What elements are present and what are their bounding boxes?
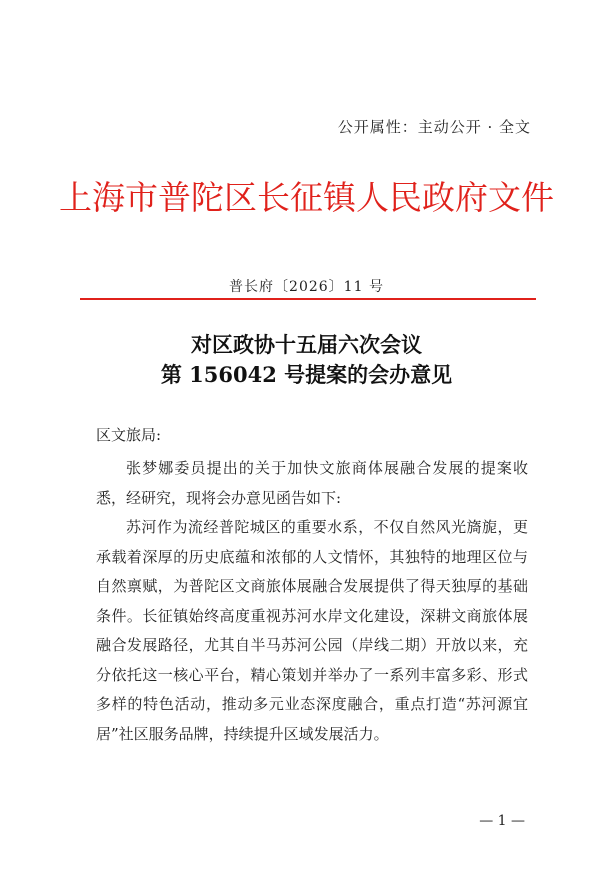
body-text xyxy=(96,454,528,749)
paragraph-2: 苏河作为流经普陀城区的重要水系，不仅自然风光旖旎，更承载着深厚的历史底蕴和浓郁的人文情怀，其独特的地理区位与自然禀赋，为普陀区文商旅体展融合发展提供了得天独厚的基础条件。长征镇始终高度重视苏河水岸文化建设，深耕文商旅体展融合发展路径，尤其自半马苏河公园（岸线二期）开放以来，充分依托这一核心平台，精心策划并举办了一系列丰富多彩、形式多样的特色活动，推动多元业态深度融合，重点打造“苏河源宜居”社区服务品牌，持续提升区域发展活力。 xyxy=(96,518,528,743)
red-separator-line xyxy=(80,298,536,300)
salutation: 区文旅局: xyxy=(96,426,162,444)
document-number: 普长府〔2026〕11 号 xyxy=(229,279,384,295)
issuer-heading: 上海市普陀区长征镇人民政府文件 xyxy=(59,178,554,217)
disclosure-attribute: 公开属性：主动公开 · 全文 xyxy=(337,118,531,136)
title-line-1: 对区政协十五届六次会议 xyxy=(191,332,422,357)
paragraph-1: 张梦娜委员提出的关于加快文旅商体展融合发展的提案收悉，经研究，现将会办意见函告如下: xyxy=(96,459,528,507)
page-number: — 1 — xyxy=(479,813,525,829)
document-title xyxy=(0,330,613,390)
title-line-2: 第 156042 号提案的会办意见 xyxy=(160,362,453,387)
